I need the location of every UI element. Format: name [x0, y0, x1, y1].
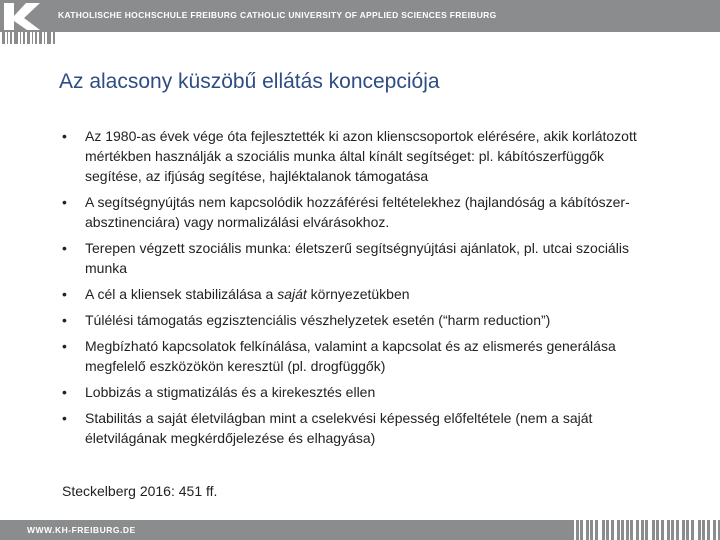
bullet-text-pre: A cél a kliensek stabilizálása a [85, 286, 278, 302]
header-bar [0, 0, 720, 32]
bullet-text: A segítségnyújtás nem kapcsolódik hozzáférési feltételekhez (hajlandóság a kábítószer-absztinenciára) vagy normalizálási elvárásokhoz. [85, 194, 630, 230]
bullet-text-emphasis: saját [277, 286, 307, 302]
institution-name-en: CATHOLIC UNIVERSITY OF APPLIED SCIENCES FREIBURG [240, 10, 497, 20]
institution-name-de: KATHOLISCHE HOCHSCHULE FREIBURG [58, 10, 238, 20]
bullet-marker: • [62, 338, 67, 354]
bullet-marker: • [62, 240, 67, 256]
university-logo-icon [0, 0, 52, 32]
bullet-item [62, 310, 652, 330]
bullet-text: Lobbizás a stigmatizálás és a kirekesztés ellen [85, 384, 376, 400]
bullet-marker: • [62, 384, 67, 400]
bullet-text: Stabilitás a saját életvilágban mint a cselekvési képesség előfeltétele (nem a saját életvilágának megkérdőjelezése és elhagyása) [85, 410, 593, 446]
footer-url: WWW.KH-FREIBURG.DE [27, 525, 136, 535]
bullet-item [62, 284, 652, 304]
barcode-decoration-bottom [570, 520, 720, 540]
footer-bar [0, 520, 720, 540]
bullet-text: Terepen végzett szociális munka: életszerű segítségnyújtási ajánlatok, pl. utcai szociális munka [85, 240, 629, 276]
barcode-decoration-top [0, 32, 720, 44]
bullet-text: Az 1980-as évek vége óta fejlesztették ki azon klienscsoportok elérésére, akik korlátozott mértékben használják a szociális munka által kínált segítséget: pl. kábítószerfüggők segítése, az ifjúság segítése, hajléktalanok támogatása [85, 128, 637, 184]
citation: Steckelberg 2016: 451 ff. [62, 483, 218, 499]
bullet-text-post: környezetükben [306, 286, 410, 302]
bullet-item [62, 336, 652, 376]
bullet-item [62, 382, 652, 402]
bullet-item [62, 126, 652, 186]
bullet-item [62, 192, 652, 232]
bullet-marker: • [62, 194, 67, 210]
bullet-marker: • [62, 128, 67, 144]
bullet-item [62, 408, 652, 448]
bullet-text: Túlélési támogatás egzisztenciális vészhelyzetek esetén (“harm reduction”) [85, 312, 551, 328]
bullet-marker: • [62, 410, 67, 426]
bullet-item [62, 238, 652, 278]
bullet-list [62, 126, 652, 454]
bullet-marker: • [62, 286, 67, 302]
slide-title: Az alacsony küszöbű ellátás koncepciója [59, 70, 440, 93]
bullet-text: Megbízható kapcsolatok felkínálása, valamint a kapcsolat és az elismerés generálása megfelelő eszközökön keresztül (pl. drogfüggők) [85, 338, 616, 374]
bullet-marker: • [62, 312, 67, 328]
